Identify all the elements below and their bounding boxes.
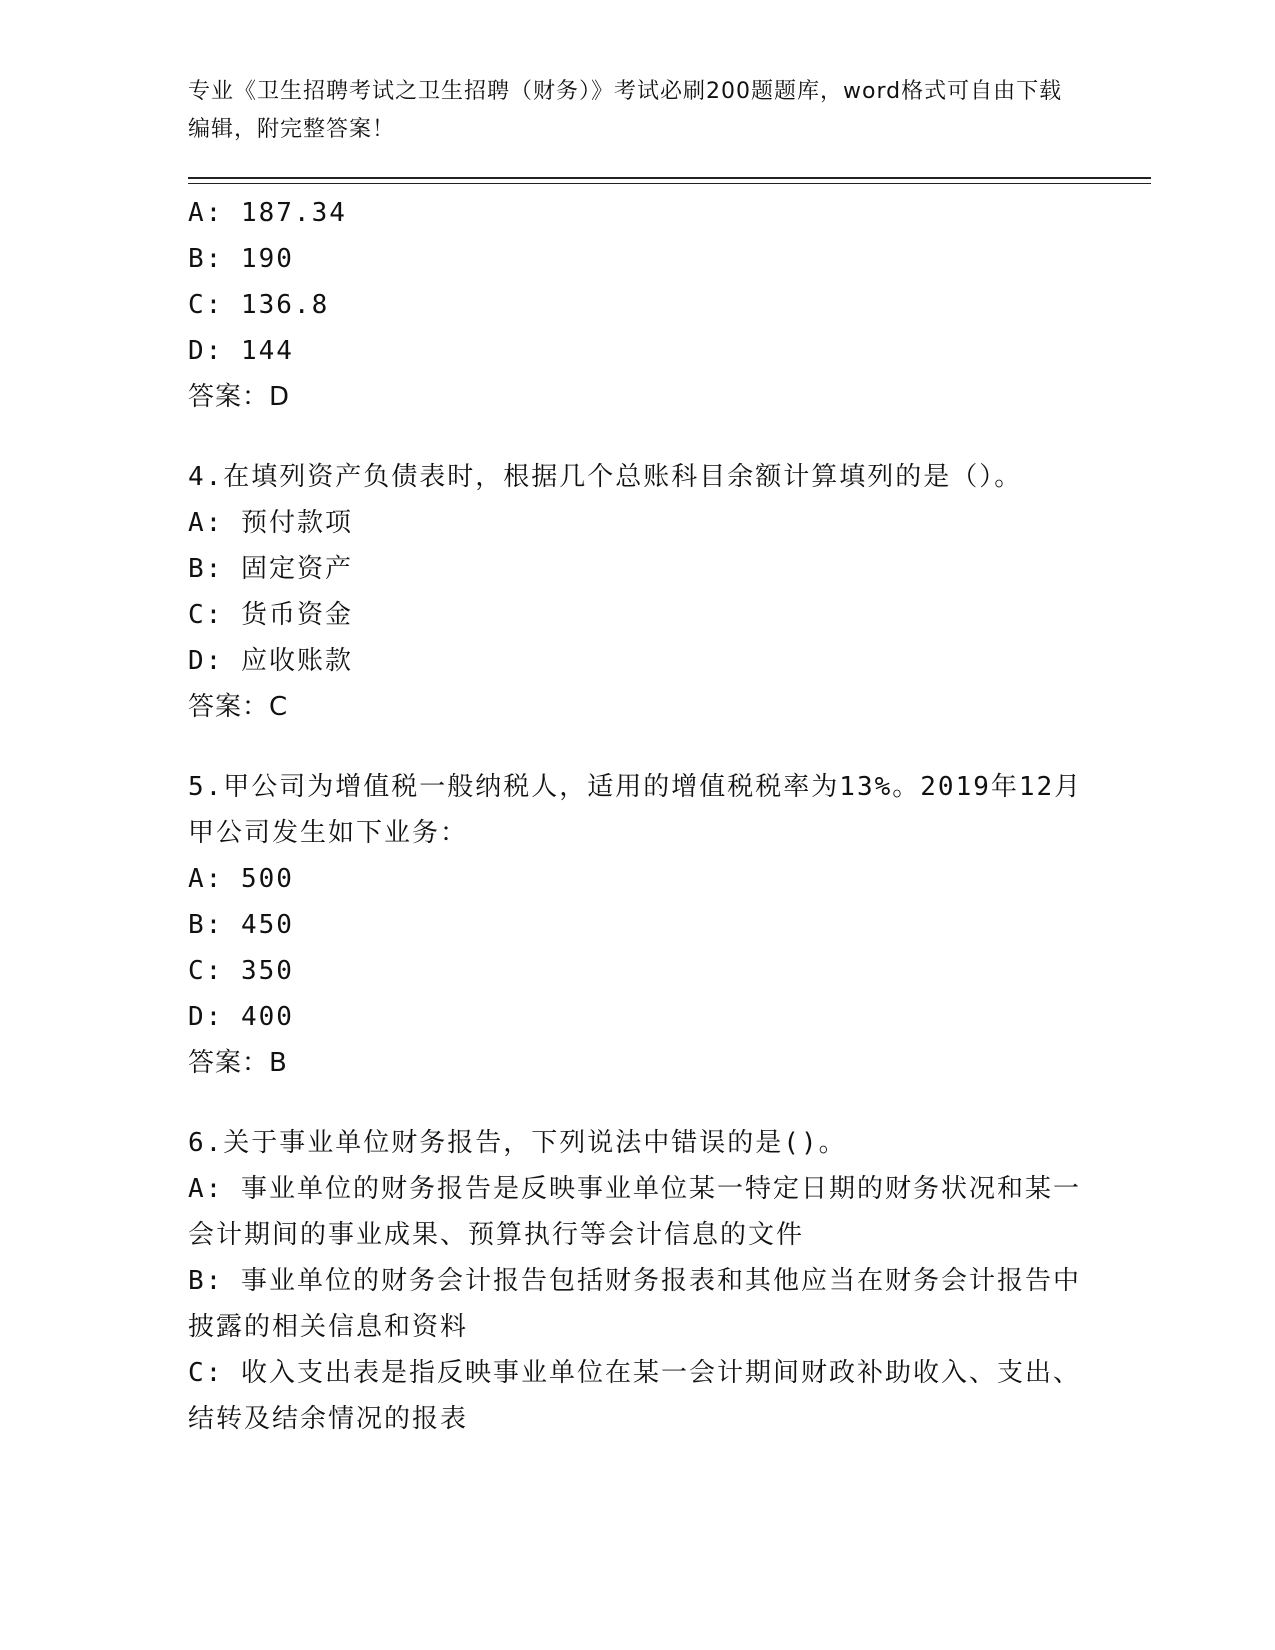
header-divider-bottom [188, 183, 1151, 184]
option-c: C: 350 [188, 956, 294, 986]
option-c: C: 货币资金 [188, 600, 353, 630]
option-b: B: 固定资产 [188, 554, 353, 584]
question-3 [188, 190, 1088, 420]
option-a: A: 事业单位的财务报告是反映事业单位某一特定日期的财务状况和某一会计期间的事业成果、预算执行等会计信息的文件 [188, 1174, 1081, 1250]
answer: 答案：D [188, 382, 291, 412]
option-d: D: 400 [188, 1002, 294, 1032]
document-header: 专业《卫生招聘考试之卫生招聘（财务）》考试必刷200题题库，word格式可自由下载编辑，附完整答案！ [188, 79, 1063, 142]
option-a: A: 预付款项 [188, 508, 353, 538]
document-body [188, 190, 1088, 1442]
option-c: C: 136.8 [188, 290, 330, 320]
question-5 [188, 764, 1088, 1086]
question-stem: 6.关于事业单位财务报告，下列说法中错误的是()。 [188, 1128, 847, 1158]
option-b: B: 事业单位的财务会计报告包括财务报表和其他应当在财务会计报告中披露的相关信息和资料 [188, 1266, 1081, 1342]
option-c: C: 收入支出表是指反映事业单位在某一会计期间财政补助收入、支出、结转及结余情况的报表 [188, 1358, 1081, 1434]
question-6 [188, 1120, 1088, 1442]
option-b: B: 190 [188, 244, 294, 274]
option-d: D: 144 [188, 336, 294, 366]
answer: 答案：B [188, 1048, 288, 1078]
option-a: A: 187.34 [188, 198, 347, 228]
answer: 答案：C [188, 692, 289, 722]
question-4 [188, 454, 1088, 730]
option-b: B: 450 [188, 910, 294, 940]
option-d: D: 应收账款 [188, 646, 353, 676]
question-stem: 5.甲公司为增值税一般纳税人，适用的增值税税率为13%。2019年12月甲公司发生如下业务： [188, 772, 1083, 848]
option-a: A: 500 [188, 864, 294, 894]
header-divider-top [188, 177, 1151, 179]
question-stem: 4.在填列资产负债表时，根据几个总账科目余额计算填列的是（）。 [188, 462, 1023, 492]
